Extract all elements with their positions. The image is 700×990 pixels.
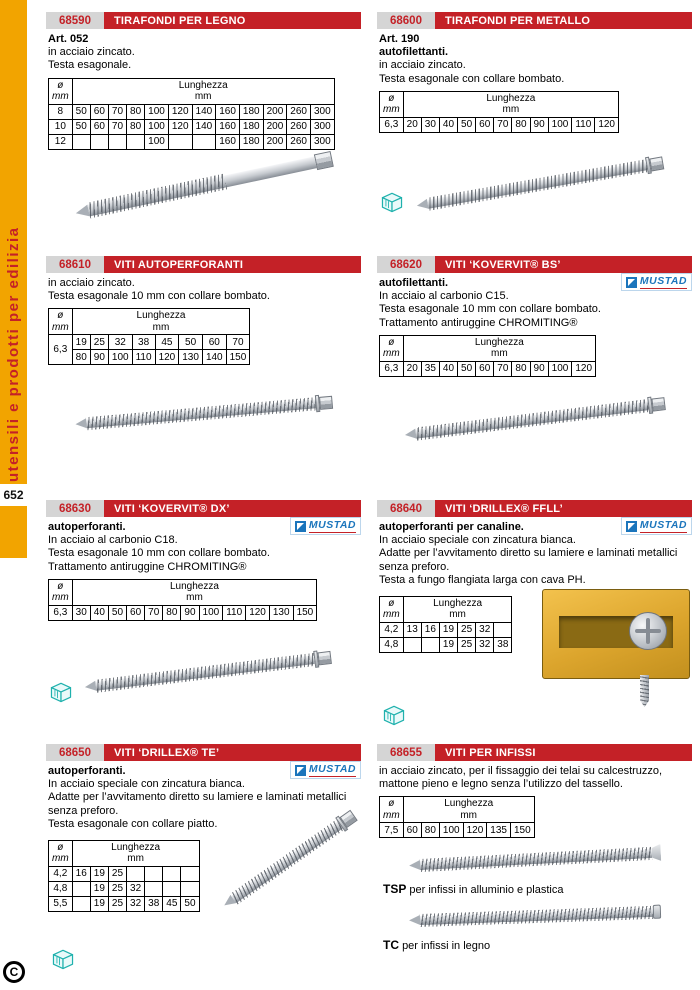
diameter-cell: 6,3	[49, 335, 73, 365]
tsp-screw-image	[379, 838, 690, 880]
length-cell	[127, 134, 145, 149]
article-code: 68600	[377, 12, 435, 29]
panel-tirafondi-legno	[46, 12, 361, 244]
description-line: autoperforanti.	[48, 521, 126, 533]
article-code: 68610	[46, 256, 104, 273]
length-cell: 50	[108, 605, 126, 620]
panel-title: VITI PER INFISSI	[435, 744, 692, 761]
variant-caption	[383, 938, 690, 952]
article-code: 68630	[46, 500, 104, 517]
diameter-cell: 4,2	[380, 622, 404, 637]
table-row	[49, 335, 250, 350]
length-cell: 120	[572, 361, 596, 376]
length-cell: 25	[458, 622, 476, 637]
length-cell: 300	[310, 104, 334, 119]
panel-kovervit-dx	[46, 500, 361, 732]
length-cell: 25	[108, 881, 126, 896]
channel-screw-image	[542, 589, 690, 707]
description-line: Testa esagonale con collare bombato.	[379, 72, 565, 85]
sizes-table	[48, 78, 335, 150]
variant-caption	[383, 882, 690, 896]
length-header: Lunghezza mm	[72, 78, 334, 104]
table-header-row	[49, 579, 317, 605]
panel-title: VITI ‘KOVERVIT® BS’	[435, 256, 692, 273]
length-cell: 150	[510, 823, 534, 838]
length-cell: 120	[246, 605, 270, 620]
table-row	[49, 866, 200, 881]
description-line: In acciaio al carbonio C15.	[379, 290, 509, 303]
length-cell: 80	[512, 361, 530, 376]
length-cell: 40	[439, 361, 457, 376]
length-cell: 19	[439, 622, 457, 637]
length-cell: 60	[403, 823, 421, 838]
description-line: in acciaio zincato.	[48, 46, 135, 59]
diameter-cell: 6,3	[380, 361, 404, 376]
length-cell: 50	[181, 896, 199, 911]
length-cell: 45	[155, 335, 179, 350]
length-cell: 50	[179, 335, 203, 350]
variant-label: TC	[383, 938, 399, 953]
brand-name: MUSTAD	[639, 275, 687, 287]
length-cell: 100	[548, 117, 572, 132]
diameter-cell: 6,3	[49, 605, 73, 620]
article-code: 68655	[377, 744, 435, 761]
description-line: Testa esagonale 10 mm con collare bombato.	[379, 303, 601, 316]
screw-image	[379, 139, 690, 217]
length-header: Lunghezza mm	[403, 797, 534, 823]
diameter-header: ø mm	[380, 335, 404, 361]
table-header-row	[380, 335, 596, 361]
screw-image	[48, 627, 359, 707]
diameter-header: ø mm	[49, 840, 73, 866]
phillips-screw-head	[629, 612, 667, 650]
panel-title: TIRAFONDI PER LEGNO	[104, 12, 361, 29]
diameter-cell: 10	[49, 119, 73, 134]
variant-text: per infissi in alluminio e plastica	[409, 884, 564, 897]
variant-label: TSP	[383, 882, 407, 897]
length-cell: 120	[155, 350, 179, 365]
length-cell: 45	[163, 896, 181, 911]
package-box-icon	[379, 187, 405, 217]
length-cell: 13	[403, 622, 421, 637]
description-line: Testa esagonale 10 mm con collare bombato.	[48, 290, 270, 303]
mustad-logo	[621, 517, 692, 535]
length-cell	[90, 134, 108, 149]
length-header: Lunghezza mm	[72, 840, 199, 866]
sizes-table	[379, 335, 596, 377]
description-line: in acciaio zincato, per il fissaggio dei telai su calcestruzzo, mattone pieno e legno senza l’utilizzo del tassello.	[379, 765, 663, 791]
length-cell	[192, 134, 216, 149]
length-cell: 70	[226, 335, 250, 350]
article-code: 68590	[46, 12, 104, 29]
table-header-row	[380, 596, 512, 622]
length-cell: 120	[595, 117, 619, 132]
length-cell: 50	[72, 119, 90, 134]
catalog-grid	[46, 12, 692, 976]
length-cell: 110	[132, 350, 155, 365]
article-code: 68620	[377, 256, 435, 273]
length-cell	[168, 134, 192, 149]
description-line: in acciaio zincato.	[48, 277, 135, 289]
diameter-cell: 12	[49, 134, 73, 149]
description-line: in acciaio zincato.	[379, 59, 466, 72]
description-line: Art. 052	[48, 33, 89, 45]
length-cell	[127, 866, 145, 881]
screw-image	[48, 365, 359, 461]
panel-header	[377, 256, 692, 273]
length-cell: 90	[530, 117, 548, 132]
description-line: Art. 190	[379, 33, 420, 45]
length-cell: 200	[263, 104, 287, 119]
publisher-logo	[3, 961, 25, 983]
table-row	[49, 605, 317, 620]
table-row	[380, 361, 596, 376]
length-cell: 38	[494, 637, 512, 652]
length-header: Lunghezza mm	[403, 91, 618, 117]
sizes-table	[379, 91, 619, 133]
diameter-cell: 7,5	[380, 823, 404, 838]
length-cell: 16	[421, 622, 439, 637]
table-row	[49, 119, 335, 134]
length-cell: 100	[145, 134, 169, 149]
table-row	[380, 823, 535, 838]
panel-title: TIRAFONDI PER METALLO	[435, 12, 692, 29]
screw-shank-graphic	[640, 675, 649, 707]
length-cell: 30	[421, 117, 439, 132]
mustad-logo	[621, 273, 692, 291]
length-cell: 130	[179, 350, 203, 365]
table-row	[380, 117, 619, 132]
length-cell: 38	[132, 335, 155, 350]
length-cell	[145, 866, 163, 881]
length-cell: 150	[226, 350, 250, 365]
description-line: autofilettanti.	[379, 277, 449, 289]
length-cell: 100	[145, 104, 169, 119]
length-cell: 60	[90, 104, 108, 119]
length-cell: 25	[108, 896, 126, 911]
panel-header	[46, 256, 361, 273]
description-line: Trattamento antiruggine CHROMITING®	[48, 560, 247, 573]
length-cell: 120	[168, 104, 192, 119]
mustad-flag-icon	[295, 521, 306, 532]
sidebar-strip	[0, 0, 27, 558]
variant-text: per infissi in legno	[402, 940, 491, 953]
screw-image	[379, 377, 690, 461]
length-cell: 19	[90, 896, 108, 911]
length-header: Lunghezza mm	[72, 579, 317, 605]
length-cell: 19	[439, 637, 457, 652]
panel-tirafondi-metallo	[377, 12, 692, 244]
length-cell	[163, 866, 181, 881]
length-cell: 140	[202, 350, 226, 365]
table-header-row	[49, 78, 335, 104]
package-box-icon	[50, 944, 76, 974]
length-cell: 90	[181, 605, 199, 620]
panel-header	[46, 12, 361, 29]
table-row	[380, 622, 512, 637]
sizes-table	[379, 796, 535, 838]
length-cell: 100	[145, 119, 169, 134]
length-cell: 60	[202, 335, 226, 350]
length-cell: 300	[310, 134, 334, 149]
length-cell: 200	[263, 134, 287, 149]
length-cell: 180	[239, 134, 263, 149]
panel-header	[377, 500, 692, 517]
panel-title: VITI ‘DRILLEX® TE’	[104, 744, 361, 761]
brand-name: MUSTAD	[308, 519, 356, 531]
length-cell: 19	[90, 881, 108, 896]
table-header-row	[380, 797, 535, 823]
length-cell: 140	[192, 119, 216, 134]
description-line: autoperforanti.	[48, 765, 126, 777]
length-cell: 180	[239, 119, 263, 134]
diameter-cell: 4,2	[49, 866, 73, 881]
length-cell: 120	[463, 823, 487, 838]
article-code: 68650	[46, 744, 104, 761]
length-cell: 19	[90, 866, 108, 881]
length-cell: 25	[458, 637, 476, 652]
length-cell	[421, 637, 439, 652]
length-cell: 110	[223, 605, 246, 620]
package-box-icon	[48, 677, 74, 707]
diameter-header: ø mm	[49, 309, 73, 335]
diameter-cell: 5,5	[49, 896, 73, 911]
panel-viti-autoperforanti	[46, 256, 361, 488]
length-cell	[108, 134, 126, 149]
length-cell: 70	[494, 117, 512, 132]
panel-header	[46, 744, 361, 761]
length-cell: 260	[287, 104, 311, 119]
sizes-table	[48, 579, 317, 621]
table-header-row	[49, 840, 200, 866]
description-line: Testa esagonale con collare piatto.	[48, 817, 218, 830]
length-cell	[72, 881, 90, 896]
sidebar	[0, 0, 40, 990]
length-cell: 90	[90, 350, 108, 365]
length-cell: 140	[192, 104, 216, 119]
length-cell: 80	[127, 104, 145, 119]
metal-channel-graphic	[542, 589, 690, 679]
length-cell: 50	[72, 104, 90, 119]
sizes-table	[48, 308, 250, 365]
length-cell: 300	[310, 119, 334, 134]
length-cell: 60	[476, 361, 494, 376]
sizes-table	[379, 596, 512, 653]
package-box-icon	[381, 700, 407, 730]
mustad-flag-icon	[295, 765, 306, 776]
lag-screw-image	[48, 150, 359, 222]
diameter-cell: 4,8	[49, 881, 73, 896]
panel-drillex-te	[46, 744, 361, 976]
length-cell	[494, 622, 512, 637]
panel-drillex-ffll	[377, 500, 692, 732]
diameter-header: ø mm	[49, 579, 73, 605]
length-header: Lunghezza mm	[72, 309, 250, 335]
sizes-table	[48, 840, 200, 912]
length-cell	[181, 881, 199, 896]
panel-title: VITI AUTOPERFORANTI	[104, 256, 361, 273]
length-cell: 80	[72, 350, 90, 365]
length-cell	[403, 637, 421, 652]
mustad-logo	[290, 517, 361, 535]
description-line: autoperforanti per canaline.	[379, 521, 524, 533]
description-line: In acciaio speciale con zincatura bianca.	[379, 534, 576, 547]
brand-name: MUSTAD	[639, 519, 687, 531]
length-cell: 60	[476, 117, 494, 132]
length-cell: 20	[403, 117, 421, 132]
brand-name: MUSTAD	[308, 763, 356, 775]
length-cell: 120	[168, 119, 192, 134]
length-cell: 80	[512, 117, 530, 132]
description-line: Adatte per l’avvitamento diretto su lamiere e laminati metallici senza preforo.	[48, 791, 347, 817]
panel-header	[377, 744, 692, 761]
table-row	[49, 350, 250, 365]
screw-image	[210, 849, 361, 871]
length-cell: 260	[287, 134, 311, 149]
length-cell: 100	[439, 823, 463, 838]
length-cell: 38	[145, 896, 163, 911]
length-cell: 60	[127, 605, 145, 620]
length-cell: 60	[90, 119, 108, 134]
length-cell	[145, 881, 163, 896]
length-header: Lunghezza mm	[403, 596, 512, 622]
length-cell: 80	[163, 605, 181, 620]
length-cell: 100	[199, 605, 223, 620]
length-cell: 100	[548, 361, 572, 376]
length-cell: 160	[216, 134, 240, 149]
panel-header	[377, 12, 692, 29]
diameter-header: ø mm	[380, 91, 404, 117]
length-cell: 25	[108, 866, 126, 881]
length-cell: 90	[530, 361, 548, 376]
length-cell: 70	[108, 119, 126, 134]
diameter-header: ø mm	[49, 78, 73, 104]
description-line: Testa esagonale.	[48, 59, 132, 72]
length-cell: 20	[403, 361, 421, 376]
length-cell: 70	[145, 605, 163, 620]
description-line: Testa a fungo flangiata larga con cava PH.	[379, 573, 586, 586]
length-cell: 40	[439, 117, 457, 132]
table-row	[49, 896, 200, 911]
diameter-cell: 6,3	[380, 117, 404, 132]
length-cell: 160	[216, 119, 240, 134]
table-row	[49, 134, 335, 149]
length-cell	[181, 866, 199, 881]
length-cell: 180	[239, 104, 263, 119]
length-cell	[163, 881, 181, 896]
length-cell	[72, 896, 90, 911]
sidebar-category-label: utensili e prodotti per edilizia	[5, 226, 22, 482]
length-cell: 110	[572, 117, 595, 132]
description-line: In acciaio al carbonio C18.	[48, 534, 178, 547]
panel-kovervit-bs	[377, 256, 692, 488]
length-cell: 200	[263, 119, 287, 134]
length-cell: 70	[108, 104, 126, 119]
length-cell: 32	[127, 881, 145, 896]
length-cell: 35	[421, 361, 439, 376]
length-cell: 80	[421, 823, 439, 838]
length-cell: 80	[127, 119, 145, 134]
length-cell: 32	[108, 335, 132, 350]
page-number: 652	[0, 484, 27, 506]
table-row	[380, 637, 512, 652]
mustad-flag-icon	[626, 521, 637, 532]
length-header: Lunghezza mm	[403, 335, 595, 361]
description-line: autofilettanti.	[379, 46, 449, 59]
length-cell: 32	[476, 622, 494, 637]
length-cell: 19	[72, 335, 90, 350]
length-cell: 70	[494, 361, 512, 376]
length-cell: 32	[127, 896, 145, 911]
panel-viti-per-infissi	[377, 744, 692, 976]
table-header-row	[49, 309, 250, 335]
length-cell: 150	[293, 605, 317, 620]
article-code: 68640	[377, 500, 435, 517]
mustad-logo	[290, 761, 361, 779]
description-line: In acciaio speciale con zincatura bianca.	[48, 778, 245, 791]
table-row	[49, 881, 200, 896]
length-cell: 40	[90, 605, 108, 620]
length-cell: 135	[487, 823, 511, 838]
length-cell: 50	[458, 117, 476, 132]
publisher-logo-letter: C	[9, 965, 19, 979]
diameter-header: ø mm	[380, 596, 404, 622]
length-cell	[72, 134, 90, 149]
panel-title: VITI ‘DRILLEX® FFLL’	[435, 500, 692, 517]
length-cell: 16	[72, 866, 90, 881]
length-cell: 32	[476, 637, 494, 652]
table-row	[49, 104, 335, 119]
length-cell: 160	[216, 104, 240, 119]
diameter-cell: 4,8	[380, 637, 404, 652]
length-cell: 130	[269, 605, 293, 620]
description-line: Adatte per l’avvitamento diretto su lamiere e laminati metallici senza preforo.	[379, 547, 678, 573]
panel-title: VITI ‘KOVERVIT® DX’	[104, 500, 361, 517]
length-cell: 25	[90, 335, 108, 350]
length-cell: 30	[72, 605, 90, 620]
table-header-row	[380, 91, 619, 117]
mustad-flag-icon	[626, 277, 637, 288]
diameter-cell: 8	[49, 104, 73, 119]
length-cell: 100	[108, 350, 132, 365]
tc-screw-image	[379, 896, 690, 936]
length-cell: 50	[458, 361, 476, 376]
description-line: Testa esagonale 10 mm con collare bombato.	[48, 547, 270, 560]
diameter-header: ø mm	[380, 797, 404, 823]
panel-header	[46, 500, 361, 517]
description-line: Trattamento antiruggine CHROMITING®	[379, 316, 578, 329]
length-cell: 260	[287, 119, 311, 134]
